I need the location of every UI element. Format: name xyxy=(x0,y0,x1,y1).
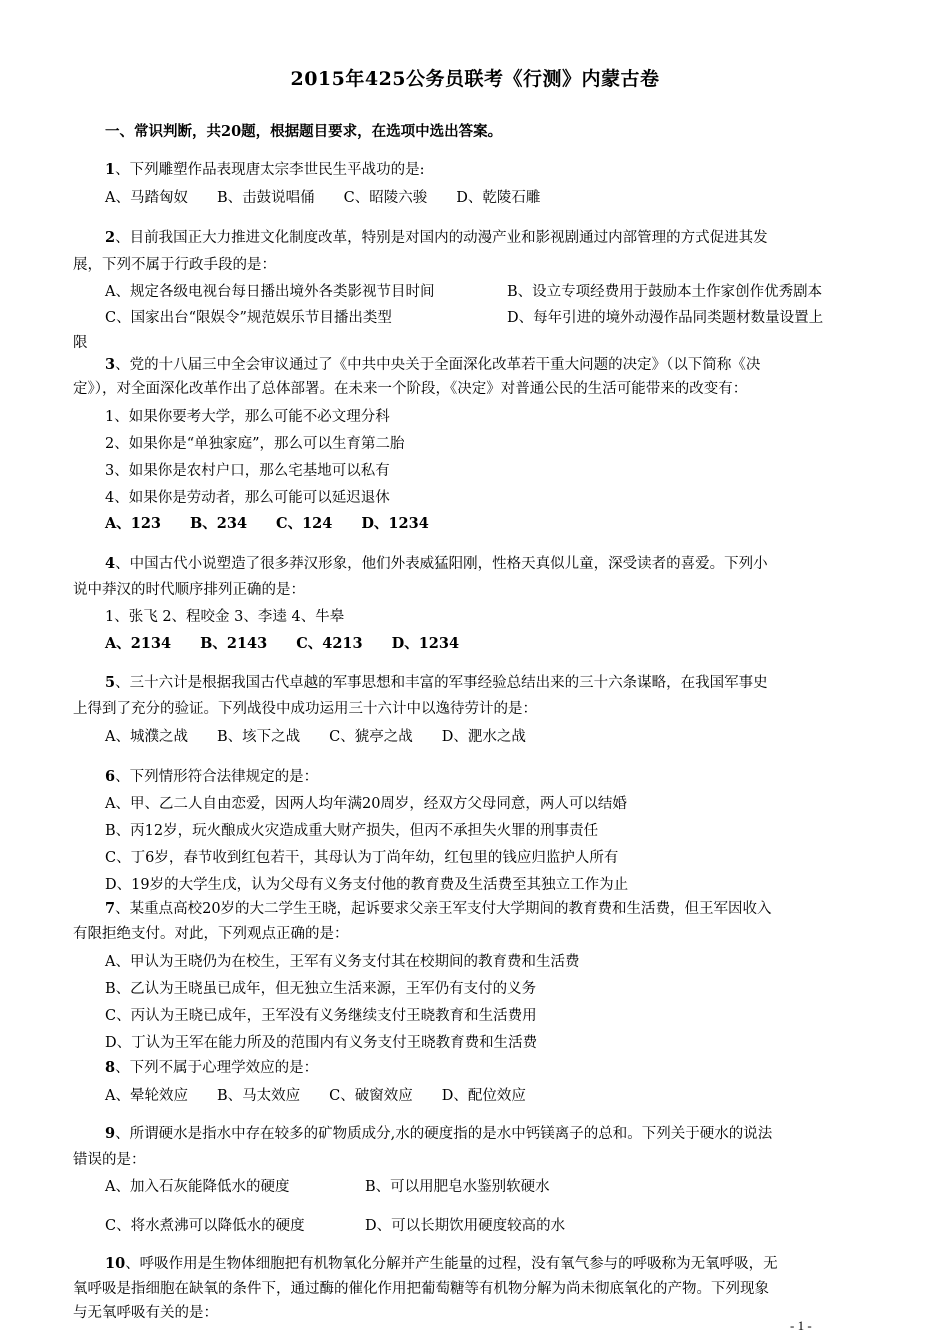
question-text: 、所谓硬水是指水中存在较多的矿物质成分,水的硬度指的是水中钙镁离子的总和。下列关于硬水的说法 xyxy=(115,1126,773,1142)
question-3-item-4: 4、如果你是劳动者，那么可能可以延迟退休 xyxy=(105,490,390,506)
question-9-option-c: C、将水煮沸可以降低水的硬度 xyxy=(105,1218,305,1234)
question-number: 7 xyxy=(105,900,116,917)
question-2-stem-cont: 展，下列不属于行政手段的是： xyxy=(73,257,276,273)
question-7-option-c: C、丙认为王晓已成年，王军没有义务继续支付王晓教育和生活费用 xyxy=(105,1008,537,1024)
question-text: 、某重点高校20岁的大二学生王晓，起诉要求父亲王军支付大学期间的教育费和生活费，但王军因收入 xyxy=(115,901,772,917)
question-text: 、呼吸作用是生物体细胞把有机物氧化分解并产生能量的过程，没有氧气参与的呼吸称为无氧呼吸，无 xyxy=(125,1256,778,1272)
question-6-option-b: B、丙12岁，玩火酿成火灾造成重大财产损失，但丙不承担失火罪的刑事责任 xyxy=(105,823,599,839)
question-number: 9 xyxy=(105,1125,116,1142)
question-7-option-d: D、丁认为王军在能力所及的范围内有义务支付王晓教育费和生活费 xyxy=(105,1035,538,1051)
question-2-option-d-cont: 限 xyxy=(73,335,88,351)
question-1-options: A、马踏匈奴 B、击鼓说唱俑 C、昭陵六骏 D、乾陵石雕 xyxy=(105,190,541,206)
question-6-option-d: D、19岁的大学生戊，认为父母有义务支付他的教育费及生活费至其独立工作为止 xyxy=(105,877,629,893)
question-5-stem-cont: 上得到了充分的验证。下列战役中成功运用三十六计中以逸待劳计的是： xyxy=(73,701,537,717)
question-2-stem xyxy=(105,228,768,248)
question-2-option-b: B、设立专项经费用于鼓励本土作家创作优秀剧本 xyxy=(507,284,823,300)
question-number: 2 xyxy=(105,229,116,246)
question-6-stem xyxy=(105,767,318,787)
question-10-stem-cont-2: 与无氧呼吸有关的是： xyxy=(73,1305,218,1321)
question-7-stem xyxy=(105,899,772,919)
question-4-items: 1、张飞 2、程咬金 3、李逵 4、牛皋 xyxy=(105,609,345,625)
question-5-options: A、城濮之战 B、垓下之战 C、猇亭之战 D、淝水之战 xyxy=(105,729,526,745)
question-text: 、下列情形符合法律规定的是： xyxy=(115,769,319,785)
question-7-stem-cont: 有限拒绝支付。对此，下列观点正确的是： xyxy=(73,926,349,942)
question-4-stem-cont: 说中莽汉的时代顺序排列正确的是： xyxy=(73,582,305,598)
section-heading: 一、常识判断，共20题，根据题目要求，在选项中选出答案。 xyxy=(105,123,503,140)
question-2-option-d: D、每年引进的境外动漫作品同类题材数量设置上 xyxy=(507,310,824,326)
question-9-option-b: B、可以用肥皂水鉴别软硬水 xyxy=(365,1179,550,1195)
question-9-stem xyxy=(105,1124,772,1144)
question-7-option-a: A、甲认为王晓仍为在校生，王军有义务支付其在校期间的教育费和生活费 xyxy=(105,954,580,970)
question-3-item-3: 3、如果你是农村户口，那么宅基地可以私有 xyxy=(105,463,390,479)
question-8-options: A、晕轮效应 B、马太效应 C、破窗效应 D、配位效应 xyxy=(105,1088,526,1104)
question-text: 、下列雕塑作品表现唐太宗李世民生平战功的是: xyxy=(115,162,425,178)
question-number: 8 xyxy=(105,1059,116,1076)
question-text: 、下列不属于心理学效应的是： xyxy=(115,1060,319,1076)
question-3-stem xyxy=(105,355,760,375)
question-3-item-2: 2、如果你是“单独家庭”，那么可以生育第二胎 xyxy=(105,436,405,452)
question-4-stem xyxy=(105,554,768,574)
question-2-option-a: A、规定各级电视台每日播出境外各类影视节目时间 xyxy=(105,284,435,300)
question-1-stem xyxy=(105,160,424,180)
question-6-option-a: A、甲、乙二人自由恋爱，因两人均年满20周岁，经双方父母同意，两人可以结婚 xyxy=(105,796,627,812)
question-number: 5 xyxy=(105,674,116,691)
page-number: - 1 - xyxy=(790,1318,812,1333)
question-text: 、三十六计是根据我国古代卓越的军事思想和丰富的军事经验总结出来的三十六条谋略，在我国军事史 xyxy=(115,675,768,691)
question-3-stem-cont: 定》），对全面深化改革作出了总体部署。在未来一个阶段，《决定》对普通公民的生活可能带来的改变有： xyxy=(73,381,748,397)
question-10-stem-cont: 氧呼吸是指细胞在缺氧的条件下，通过酶的催化作用把葡萄糖等有机物分解为尚未彻底氧化的产物。下列现象 xyxy=(73,1281,769,1297)
question-2-option-c: C、国家出台“限娱令”规范娱乐节目播出类型 xyxy=(105,310,392,326)
question-9-option-a: A、加入石灰能降低水的硬度 xyxy=(105,1179,290,1195)
question-number: 1 xyxy=(105,161,116,178)
question-text: 、党的十八届三中全会审议通过了《中共中央关于全面深化改革若干重大问题的决定》（以下简称《决 xyxy=(115,357,761,373)
question-text: 、目前我国正大力推进文化制度改革，特别是对国内的动漫产业和影视剧通过内部管理的方式促进其发 xyxy=(115,230,768,246)
question-8-stem xyxy=(105,1058,318,1078)
question-7-option-b: B、乙认为王晓虽已成年，但无独立生活来源，王军仍有支付的义务 xyxy=(105,981,537,997)
question-number: 10 xyxy=(105,1255,126,1272)
question-number: 3 xyxy=(105,356,116,373)
question-5-stem xyxy=(105,673,768,693)
question-4-options: A、2134 B、2143 C、4213 D、1234 xyxy=(105,635,460,652)
document-title: 2015年425公务员联考《行测》内蒙古卷 xyxy=(290,68,660,90)
question-number: 6 xyxy=(105,768,116,785)
question-9-stem-cont: 错误的是： xyxy=(73,1152,146,1168)
question-text: 、中国古代小说塑造了很多莽汉形象，他们外表威猛阳刚，性格天真似儿童，深受读者的喜爱。下列小 xyxy=(115,556,768,572)
question-3-item-1: 1、如果你要考大学，那么可能不必文理分科 xyxy=(105,409,390,425)
question-number: 4 xyxy=(105,555,116,572)
question-6-option-c: C、丁6岁，春节收到红包若干，其母认为丁尚年幼，红包里的钱应归监护人所有 xyxy=(105,850,619,866)
question-10-stem xyxy=(105,1254,778,1274)
question-3-options: A、123 B、234 C、124 D、1234 xyxy=(105,515,429,532)
question-9-option-d: D、可以长期饮用硬度较高的水 xyxy=(365,1218,566,1234)
